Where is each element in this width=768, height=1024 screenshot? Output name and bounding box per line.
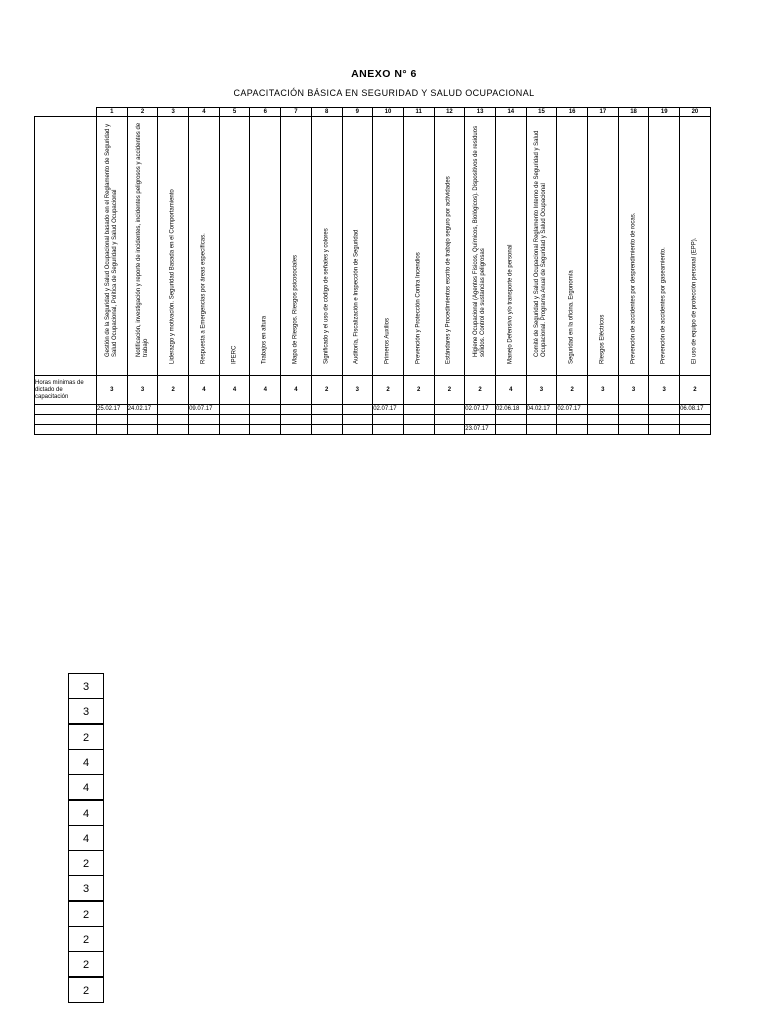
topic-text: Prevención y Protección Contra Incendios: [415, 252, 422, 364]
date-cell: [649, 405, 680, 415]
column-number: 7: [281, 108, 312, 117]
column-number: 20: [680, 108, 711, 117]
column-number: 9: [342, 108, 373, 117]
topic-text: Mapa de Riesgos. Riesgos psicosociales: [292, 254, 299, 364]
date-cell: [495, 425, 526, 435]
date-cell: [434, 405, 465, 415]
topic-text: Estándares y Procedimientos escrito de trabajo seguro por actividades: [445, 176, 452, 364]
column-number: 4: [189, 108, 220, 117]
side-hours-box: 4: [68, 749, 104, 775]
hours-cell: 3: [618, 376, 649, 405]
hours-cell: 2: [373, 376, 404, 405]
topic-row: [35, 117, 711, 376]
date-cell: [403, 405, 434, 415]
date-cell: [97, 415, 128, 425]
date-cell: [97, 425, 128, 435]
topic-cell: [311, 117, 342, 376]
date-cell: [403, 425, 434, 435]
date-cell: [588, 425, 619, 435]
date-cell: 02.06.18: [495, 405, 526, 415]
topic-cell: [342, 117, 373, 376]
hours-cell: 4: [219, 376, 250, 405]
date-cell: 25.02.17: [97, 405, 128, 415]
column-number: 6: [250, 108, 281, 117]
hours-cell: 2: [311, 376, 342, 405]
topic-cell: [557, 117, 588, 376]
date-row-label: [35, 405, 97, 415]
document-subtitle: CAPACITACIÓN BÁSICA EN SEGURIDAD Y SALUD OCUPACIONAL: [233, 88, 535, 98]
date-cell: [219, 425, 250, 435]
date-cell: [127, 415, 158, 425]
hours-cell: 2: [158, 376, 189, 405]
date-cell: [649, 425, 680, 435]
column-number: 2: [127, 108, 158, 117]
column-number: 18: [618, 108, 649, 117]
date-row: [35, 415, 711, 425]
side-hours-box: 2: [68, 850, 104, 876]
topic-text: Seguridad en la oficina. Ergonomía: [568, 270, 575, 364]
topic-cell: [281, 117, 312, 376]
topic-cell: [434, 117, 465, 376]
topic-row-label: [35, 117, 97, 376]
topic-cell: [219, 117, 250, 376]
date-cell: [342, 425, 373, 435]
hours-cell: 4: [189, 376, 220, 405]
topic-text: Riesgos Eléctricos: [599, 314, 606, 364]
side-hours-box: 4: [68, 825, 104, 851]
topic-text: Primeros Auxilios: [384, 317, 391, 364]
date-row: [35, 405, 711, 415]
date-cell: [618, 415, 649, 425]
date-cell: [649, 415, 680, 425]
topic-cell: [97, 117, 128, 376]
side-hours-box: 3: [68, 673, 104, 699]
side-hours-box: 2: [68, 926, 104, 952]
date-cell: 24.02.17: [127, 405, 158, 415]
topic-text: Higiene Ocupacional (Agentes Físicos, Químicos, Biológicos). Dispositivos de residuos sólidos. Control de sustancias peligrosas: [473, 125, 487, 357]
hours-cell: 2: [434, 376, 465, 405]
document-title: ANEXO N° 6: [351, 68, 417, 80]
date-cell: 02.07.17: [557, 405, 588, 415]
column-number: 14: [495, 108, 526, 117]
hours-cell: 3: [526, 376, 557, 405]
column-number: 13: [465, 108, 496, 117]
topic-cell: [495, 117, 526, 376]
column-number: 3: [158, 108, 189, 117]
date-cell: [557, 425, 588, 435]
column-number: 5: [219, 108, 250, 117]
hours-cell: 2: [680, 376, 711, 405]
date-cell: [680, 425, 711, 435]
topic-cell: [465, 117, 496, 376]
training-table: [34, 107, 711, 435]
hours-cell: 4: [250, 376, 281, 405]
corner-blank: [35, 108, 97, 117]
side-hours-box: 2: [68, 901, 104, 927]
date-cell: 23.07.17: [465, 425, 496, 435]
topic-cell: [250, 117, 281, 376]
side-hours-box: 2: [68, 724, 104, 750]
topic-cell: [127, 117, 158, 376]
hours-cell: 4: [495, 376, 526, 405]
column-number: 15: [526, 108, 557, 117]
date-cell: 02.07.17: [465, 405, 496, 415]
date-cell: [250, 425, 281, 435]
date-cell: [465, 415, 496, 425]
date-cell: [588, 405, 619, 415]
date-cell: [434, 415, 465, 425]
topic-cell: [649, 117, 680, 376]
date-cell: [557, 415, 588, 425]
topic-cell: [618, 117, 649, 376]
date-cell: [127, 425, 158, 435]
topic-text: Prevención de accidentes por desprendimiento de rocas.: [630, 212, 637, 364]
date-row-label: [35, 425, 97, 435]
hours-cell: 3: [588, 376, 619, 405]
topic-cell: [373, 117, 404, 376]
side-hours-box: 2: [68, 951, 104, 977]
date-cell: 06.08.17: [680, 405, 711, 415]
topic-text: Trabajos en altura: [261, 315, 268, 364]
column-number: 1: [97, 108, 128, 117]
date-cell: [250, 415, 281, 425]
column-number: 10: [373, 108, 404, 117]
hours-cell: 4: [281, 376, 312, 405]
date-cell: [219, 415, 250, 425]
side-hours-box: 2: [68, 977, 104, 1003]
topic-text: Comité de Seguridad y Salud Ocupacional Reglamento Interno de Seguridad y Salud Ocupacional. Programa Anual de Seguridad y Salud Ocupacional: [534, 130, 548, 357]
hours-row: [35, 376, 711, 405]
date-cell: [403, 415, 434, 425]
date-cell: [342, 415, 373, 425]
date-cell: 04.02.17: [526, 405, 557, 415]
hours-cell: 3: [97, 376, 128, 405]
column-number: 11: [403, 108, 434, 117]
date-cell: [618, 425, 649, 435]
date-cell: [680, 415, 711, 425]
topic-text: Significado y el uso de código de señales y colores: [323, 228, 330, 364]
date-cell: [526, 415, 557, 425]
topic-text: Prevención de accidentes por gaseamiento.: [660, 247, 667, 364]
side-hours-box: 3: [68, 875, 104, 901]
topic-cell: [189, 117, 220, 376]
hours-cell: 3: [342, 376, 373, 405]
hours-cell: 2: [557, 376, 588, 405]
topic-cell: [526, 117, 557, 376]
hours-cell: 3: [649, 376, 680, 405]
topic-cell: [680, 117, 711, 376]
date-cell: [434, 425, 465, 435]
column-number: 19: [649, 108, 680, 117]
date-cell: [158, 405, 189, 415]
topic-text: Liderazgo y motivación. Seguridad Basada en el Comportamiento: [169, 189, 176, 364]
date-cell: [311, 405, 342, 415]
hours-cell: 2: [403, 376, 434, 405]
topic-text: El uso de equipo de protección personal (EPP).: [691, 237, 698, 364]
column-number: 12: [434, 108, 465, 117]
topic-text: Respuesta a Emergencias por áreas específicas.: [200, 233, 207, 364]
column-number: 8: [311, 108, 342, 117]
topic-cell: [403, 117, 434, 376]
hours-cell: 3: [127, 376, 158, 405]
side-hours-box: 3: [68, 698, 104, 724]
topic-text: Gestión de la Seguridad y Salud Ocupacional basado en el Reglamento de Seguridad y Salud Ocupacional, Política de Seguridad y Salud Ocupacional: [104, 123, 118, 357]
date-cell: [526, 425, 557, 435]
date-cell: 02.07.17: [373, 405, 404, 415]
side-hours-box: 4: [68, 774, 104, 800]
date-cell: [588, 415, 619, 425]
column-number: 17: [588, 108, 619, 117]
hours-cell: 2: [465, 376, 496, 405]
date-cell: [281, 415, 312, 425]
date-cell: [158, 425, 189, 435]
date-cell: [311, 425, 342, 435]
date-cell: [189, 415, 220, 425]
date-row: [35, 425, 711, 435]
date-cell: 09.07.17: [189, 405, 220, 415]
date-cell: [281, 425, 312, 435]
date-cell: [373, 415, 404, 425]
topic-text: Notificación, investigación y reporte de incidentes, incidentes peligrosos y accidentes de trabajo: [135, 122, 149, 357]
hours-row-label: Horas mínimas de dictado de capacitación: [35, 376, 97, 405]
date-cell: [219, 405, 250, 415]
date-cell: [189, 425, 220, 435]
date-cell: [373, 425, 404, 435]
side-hours-box: 4: [68, 800, 104, 826]
column-number: 16: [557, 108, 588, 117]
date-cell: [342, 405, 373, 415]
date-row-label: [35, 415, 97, 425]
date-cell: [311, 415, 342, 425]
date-cell: [250, 405, 281, 415]
topic-text: Auditoría, Fiscalización e Inspección de Seguridad: [353, 229, 360, 364]
date-cell: [281, 405, 312, 415]
topic-cell: [158, 117, 189, 376]
topic-text: IPERC: [231, 345, 238, 364]
date-cell: [495, 415, 526, 425]
date-cell: [618, 405, 649, 415]
topic-cell: [588, 117, 619, 376]
date-cell: [158, 415, 189, 425]
topic-text: Manejo Defensivo y/o transporte de personal: [507, 244, 514, 364]
